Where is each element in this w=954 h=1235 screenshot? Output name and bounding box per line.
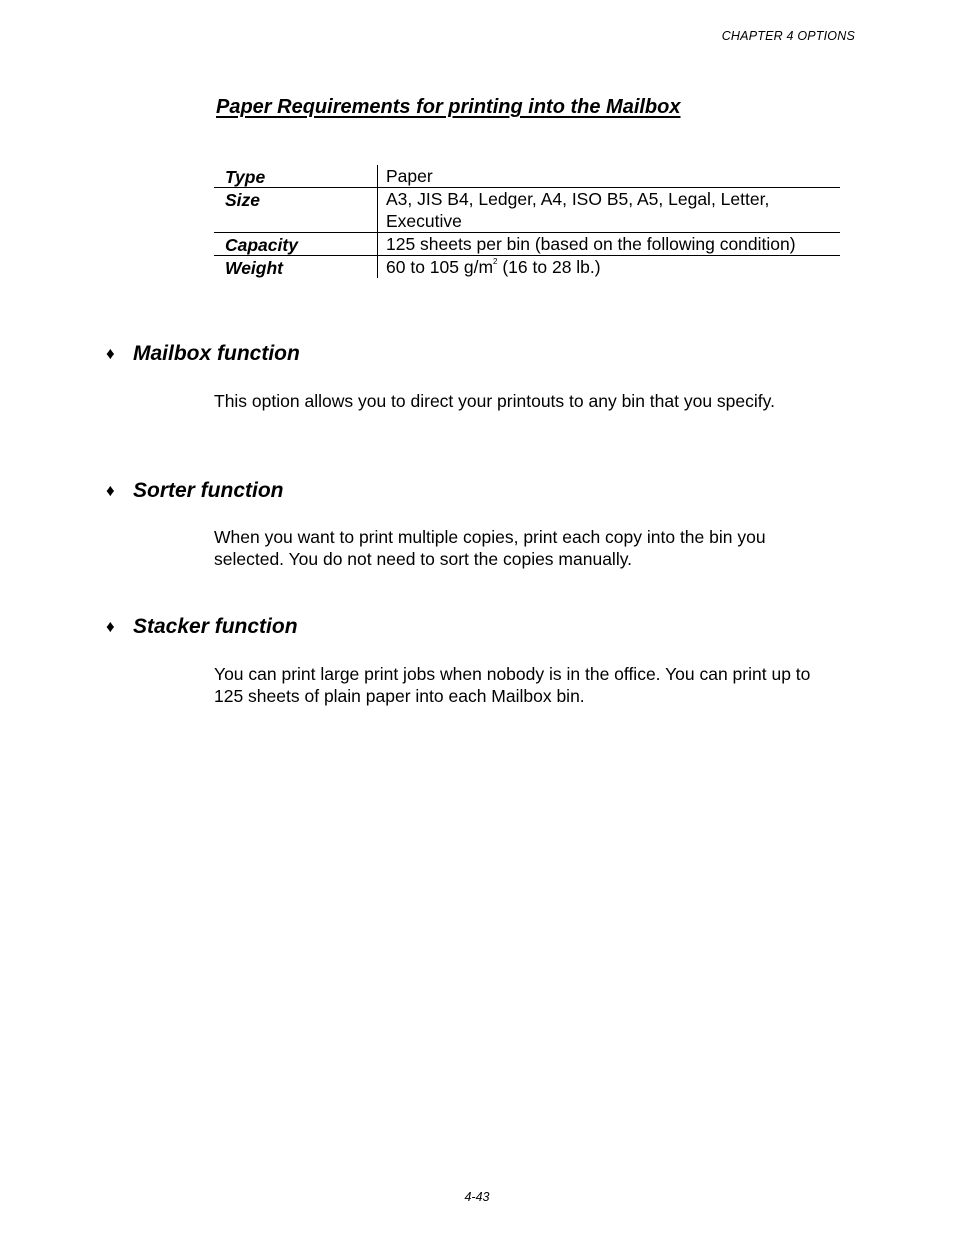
mailbox-function-text: This option allows you to direct your printouts to any bin that you specify.: [214, 391, 775, 411]
heading-text: Sorter function: [133, 479, 284, 502]
stacker-function-heading: [106, 615, 298, 639]
sorter-function-heading: [106, 479, 284, 503]
row-label-weight: Weight: [225, 258, 284, 278]
chapter-header: CHAPTER 4 OPTIONS: [721, 29, 855, 43]
diamond-bullet-icon: ♦: [106, 481, 115, 500]
heading-text: Mailbox function: [133, 342, 300, 365]
table-row-size: [214, 188, 840, 233]
sorter-function-text: When you want to print multiple copies, print each copy into the bin you selected. You do not need to sort the copies manually.: [214, 527, 766, 569]
paper-requirements-table: [214, 165, 840, 278]
row-label-capacity: Capacity: [225, 235, 298, 255]
row-label-type: Type: [225, 167, 266, 187]
heading-text: Stacker function: [133, 615, 298, 638]
mailbox-function-heading: [106, 342, 300, 366]
table-row-type: [214, 165, 840, 188]
diamond-bullet-icon: ♦: [106, 344, 115, 363]
row-value-weight: 60 to 105 $g/m^2$ (16 to 28 lb.): [386, 257, 601, 277]
diamond-bullet-icon: ♦: [106, 617, 115, 636]
table-row-capacity: [214, 233, 840, 256]
row-label-size: Size: [225, 190, 261, 210]
row-value-capacity: 125 sheets per bin (based on the following condition): [378, 233, 841, 256]
stacker-function-text: You can print large print jobs when nobody is in the office. You can print up to 125 sheets of plain paper into each Mailbox bin.: [214, 664, 811, 706]
row-value-size: A3, JIS B4, Ledger, A4, ISO B5, A5, Legal, Letter, Executive: [386, 189, 770, 231]
row-value-type: Paper: [378, 165, 841, 188]
table-row-weight: [214, 256, 840, 279]
page-number: 4-43: [464, 1190, 490, 1204]
paper-requirements-title: Paper Requirements for printing into the Mailbox: [216, 96, 681, 118]
